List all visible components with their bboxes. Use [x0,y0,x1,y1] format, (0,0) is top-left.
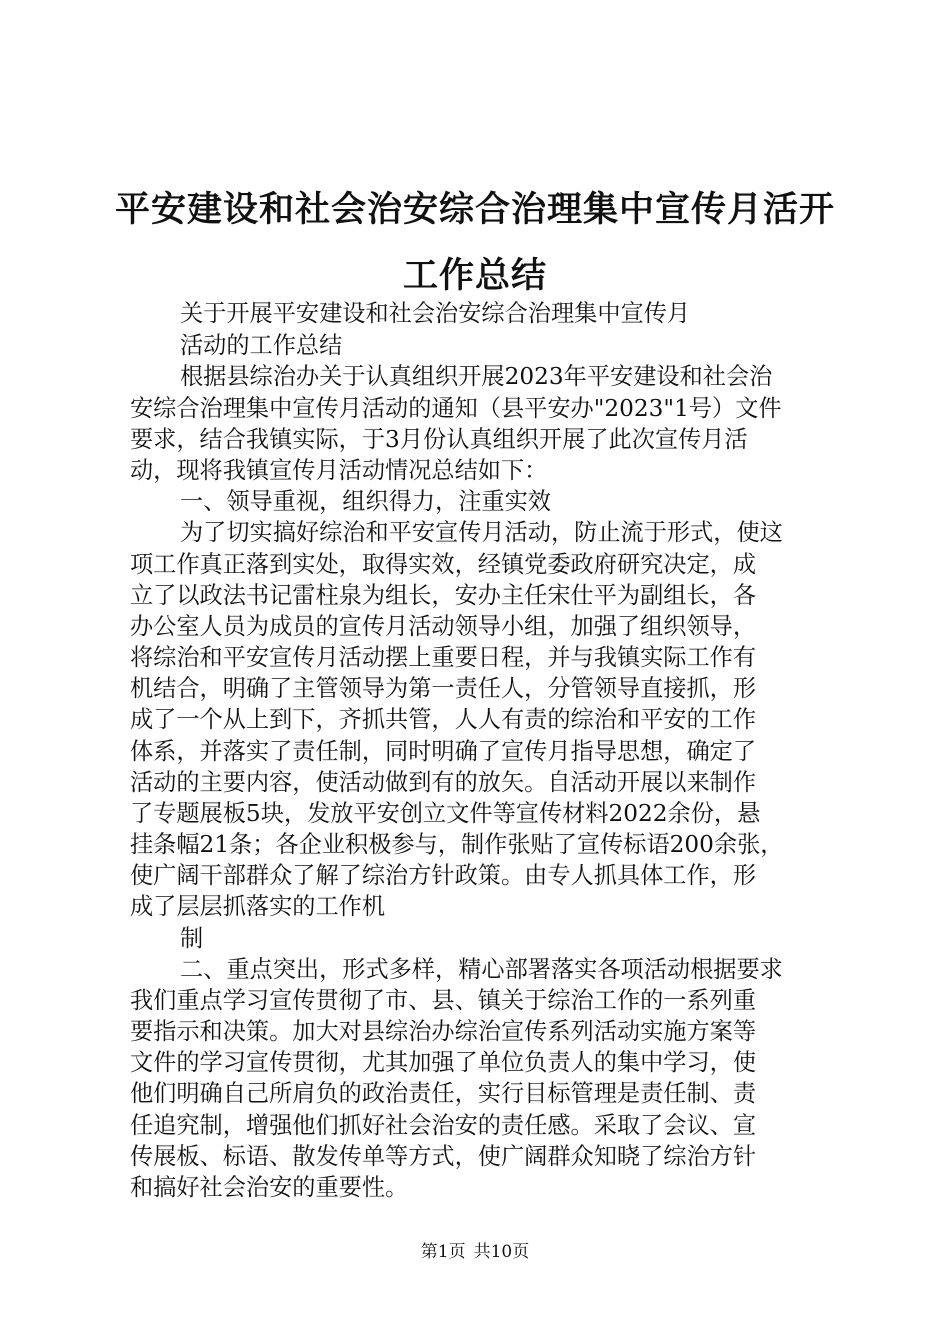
body-line: 了专题展板5块，发放平安创立文件等宣传材料2022余份，悬 [130,800,761,827]
body-line: 使广阔干部群众了解了综治方针政策。由专人抓具体工作，形 [130,862,757,889]
body-line: 我们重点学习宣传贯彻了市、县、镇关于综治工作的一系列重 [130,987,757,1014]
body-line: 传展板、标语、散发传单等方式，使广阔群众知晓了综治方针 [130,1143,757,1170]
page-number: 第1页 [420,1242,466,1262]
body-line: 制 [180,925,204,952]
document-title-line-2: 工作总结 [402,255,547,296]
body-line: 为了切实搞好综治和平安宣传月活动，防止流于形式，使这 [180,519,783,546]
body-line: 和搞好社会治安的重要性。 [130,1174,409,1201]
body-line: 任追究制，增强他们抓好社会治安的责任感。采取了会议、宣 [130,1112,757,1139]
body-line: 挂条幅21条；各企业积极参与，制作张贴了宣传标语200余张， [130,831,784,858]
body-line: 活动的工作总结 [180,332,343,359]
body-line: 体系，并落实了责任制，同时明确了宣传月指导思想，确定了 [130,738,757,765]
body-line: 成了层层抓落实的工作机 [130,893,386,920]
body-line: 根据县综治办关于认真组织开展2023年平安建设和社会治 [180,363,773,390]
section-heading: 二、重点突出，形式多样，精心部署落实各项活动根据要求 [180,956,783,983]
section-heading: 一、领导重视，组织得力，注重实效 [180,488,551,515]
body-line: 将综治和平安宣传月活动摆上重要日程，并与我镇实际工作有 [130,644,757,671]
page-footer [0,1242,950,1262]
body-line: 成了一个从上到下，齐抓共管，人人有责的综治和平安的工作 [130,706,757,733]
body-line: 动，现将我镇宣传月活动情况总结如下： [130,457,548,484]
body-line: 立了以政法书记雷柱泉为组长，安办主任宋仕平为副组长，各 [130,582,757,609]
page-total: 共10页 [473,1242,530,1262]
body-line: 关于开展平安建设和社会治安综合治理集中宣传月 [180,300,691,327]
body-line: 办公室人员为成员的宣传月活动领导小组，加强了组织领导， [130,613,757,640]
body-line: 要指示和决策。加大对县综治办综治宣传系列活动实施方案等 [130,1018,757,1045]
body-line: 文件的学习宣传贯彻，尤其加强了单位负责人的集中学习，使 [130,1049,757,1076]
body-line: 项工作真正落到实处，取得实效，经镇党委政府研究决定，成 [130,551,757,578]
document-title-line-1: 平安建设和社会治安综合治理集中宣传月活开 [114,189,835,230]
body-line: 安综合治理集中宣传月活动的通知（县平安办"2023"1号）文件 [130,395,782,422]
body-line: 他们明确自己所肩负的政治责任，实行目标管理是责任制、责 [130,1080,757,1107]
body-line: 要求，结合我镇实际，于3月份认真组织开展了此次宣传月活 [130,426,748,453]
body-line: 活动的主要内容，使活动做到有的放矢。自活动开展以来制作 [130,769,757,796]
body-line: 机结合，明确了主管领导为第一责任人，分管领导直接抓，形 [130,675,757,702]
